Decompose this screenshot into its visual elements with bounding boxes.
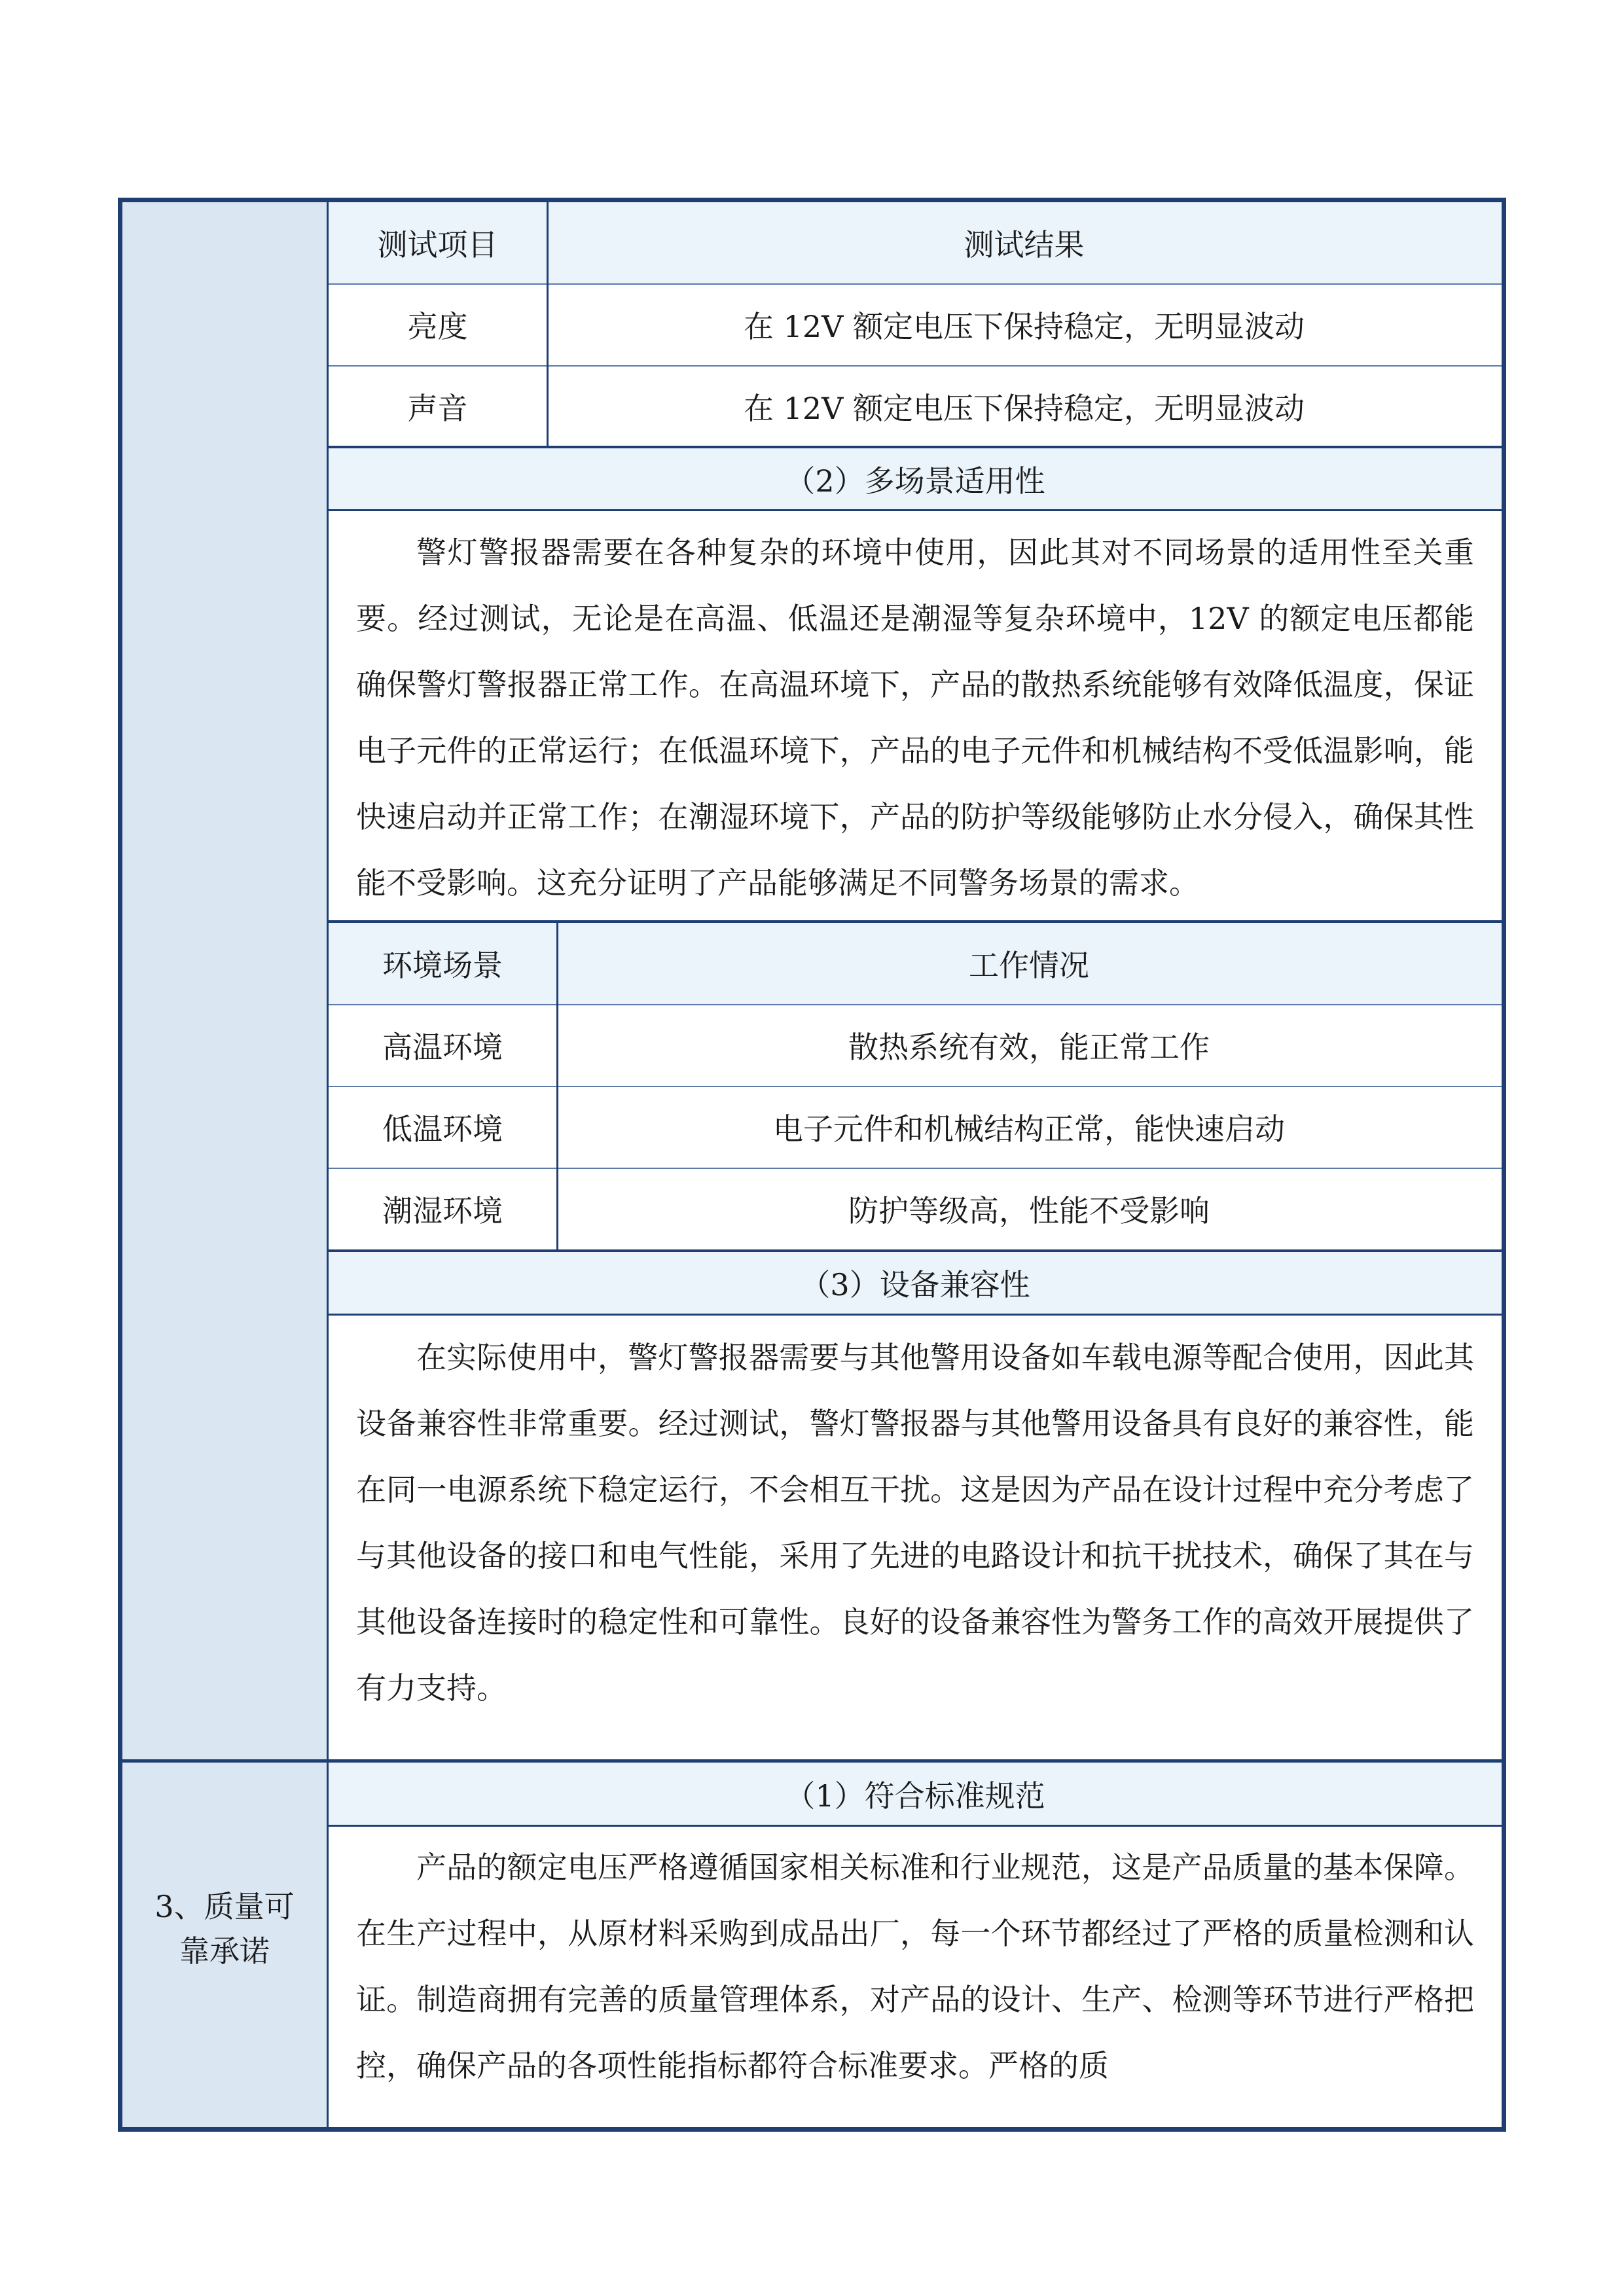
section2-title: （2）多场景适用性 [329,448,1502,510]
quality-title: （1）符合标准规范 [329,1763,1502,1825]
table2-row2-status: 电子元件和机械结构正常，能快速启动 [773,1111,1285,1147]
section2-paragraph: 警灯警报器需要在各种复杂的环境中使用，因此其对不同场景的适用性至关重要。经过测试，无论是在高温、低温还是潮湿等复杂环境中，12V 的额定电压都能确保警灯警报器正常工作。在高温环境下，产品的散热系统能够有效降低温度，保证电子元件的正常运行；在低温环境下，产品的电子元件和机械结构不受低温影响，能快速启动并正常工作；在潮湿环境下，产品的防护等级能够防止水分侵入，确保其性能不受影响。这充分证明了产品能够满足不同警务场景的需求。 [356,535,1474,901]
table2-row3-status: 防护等级高，性能不受影响 [848,1193,1210,1229]
table1-row2-result: 在 12V 额定电压下保持稳定，无明显波动 [744,390,1305,426]
category-divider [122,1759,327,1763]
quality-label-line2: 靠承诺 [179,1933,270,1969]
table2-row2-scene: 低温环境 [382,1111,503,1147]
table-row [329,1005,1502,1086]
table1-row1-result: 在 12V 额定电压下保持稳定，无明显波动 [744,308,1305,344]
content-column [329,202,1502,2127]
table-row [329,1168,1502,1249]
table2-row1-scene: 高温环境 [382,1030,503,1065]
table-row [329,283,1502,365]
table2-row1-status: 散热系统有效，能正常工作 [848,1030,1210,1065]
table1-header-result: 测试结果 [964,227,1085,262]
table2-header-scene: 环境场景 [382,948,503,983]
quality-paragraph: 产品的额定电压严格遵循国家相关标准和行业规范，这是产品质量的基本保障。在生产过程中，从原材料采购到成品出厂，每一个环节都经过了严格的质量检测和认证。制造商拥有完善的质量管理体系，对产品的设计、生产、检测等环节进行严格把控，确保产品的各项性能指标都符合标准要求。严格的质 [356,1850,1474,2083]
table2-header-row [329,923,1502,1004]
section3-paragraph: 在实际使用中，警灯警报器需要与其他警用设备如车载电源等配合使用，因此其设备兼容性非常重要。经过测试，警灯警报器与其他警用设备具有良好的兼容性，能在同一电源系统下稳定运行，不会相互干扰。这是因为产品在设计过程中充分考虑了与其他设备的接口和电气性能，采用了先进的电路设计和抗干扰技术，确保了其在与其他设备连接时的稳定性和可靠性。良好的设备兼容性为警务工作的高效开展提供了有力支持。 [356,1340,1474,1706]
table-row [329,365,1502,447]
table1-row2-item: 声音 [407,390,468,426]
category-column [122,202,329,2127]
section3-title: （3）设备兼容性 [329,1252,1502,1314]
table2-header-status: 工作情况 [969,948,1089,983]
table1-header-row [329,202,1502,283]
table1-header-item: 测试项目 [377,227,498,262]
table2-row3-scene: 潮湿环境 [382,1193,503,1229]
quality-label-line1: 3、质量可 [154,1889,295,1924]
quality-category-label [122,1884,327,1973]
table1-row1-item: 亮度 [407,308,468,344]
document-table [118,198,1506,2132]
table-row [329,1086,1502,1168]
